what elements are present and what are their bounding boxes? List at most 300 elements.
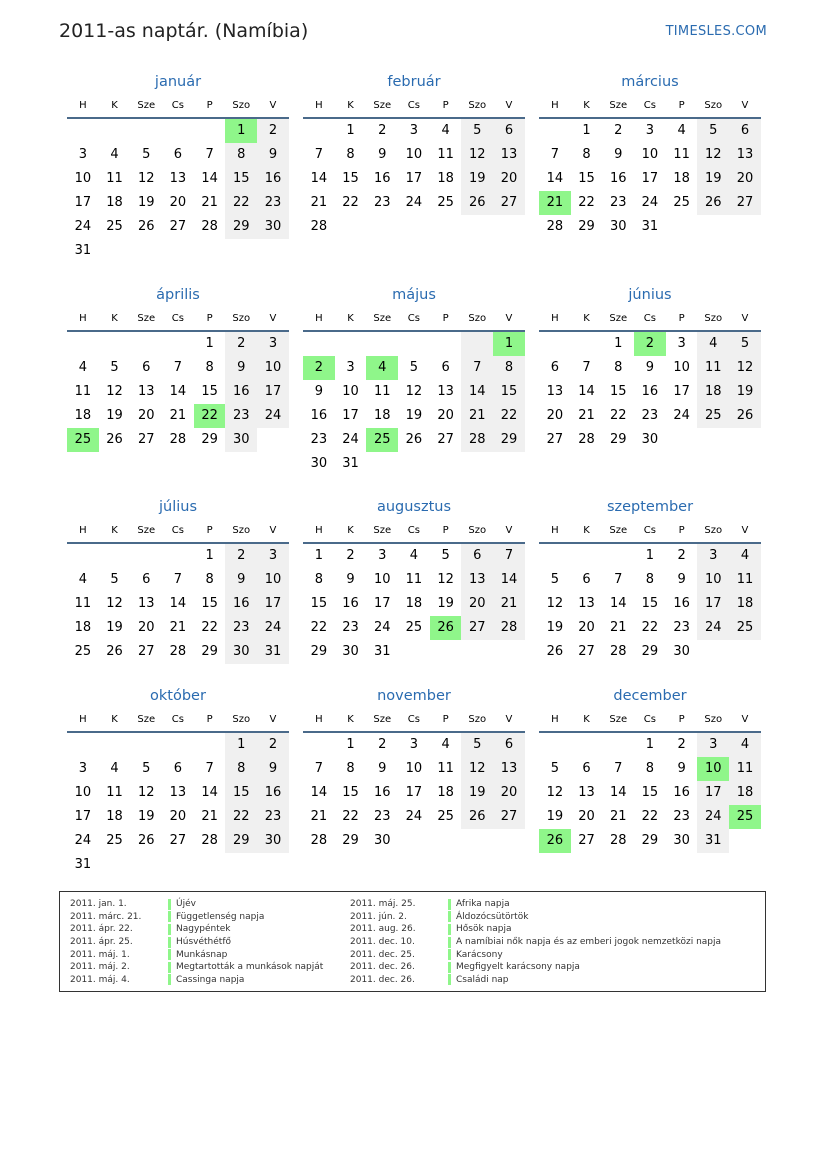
day-cell: 8: [614, 360, 623, 375]
day-cell: 25: [673, 195, 690, 210]
day-cell: 20: [137, 408, 155, 423]
day-cell: 4: [697, 332, 729, 356]
day-cell: 20: [169, 195, 187, 210]
day-cell: 4: [409, 548, 419, 563]
day-cell: 14: [310, 785, 328, 800]
day-grid: [539, 544, 761, 664]
legend-holiday-name: Húsvéthétfő: [176, 937, 231, 948]
day-cell: 11: [74, 596, 92, 611]
day-cell: 16: [225, 592, 257, 616]
empty-cell: [130, 733, 162, 757]
day-cell: 6: [493, 733, 525, 757]
day-cell: 12: [106, 596, 123, 611]
day-cell: 23: [310, 432, 328, 447]
empty-cell: [602, 733, 634, 757]
weekday-label: Szo: [468, 99, 487, 111]
day-cell: 29: [310, 644, 328, 659]
legend-date: 2011. jún. 2.: [350, 911, 407, 922]
day-cell: 9: [225, 568, 257, 592]
day-cell: 25: [106, 219, 123, 234]
day-cell: 26: [137, 833, 155, 848]
empty-cell: [303, 733, 335, 757]
day-cell: 25: [74, 644, 92, 659]
day-cell: 24: [74, 219, 92, 234]
day-cell: 16: [342, 596, 359, 611]
weekday-label: H: [79, 312, 87, 324]
day-cell: 28: [201, 833, 218, 848]
day-cell: 1: [205, 336, 214, 351]
weekday-label: Cs: [171, 99, 184, 111]
empty-cell: [398, 332, 430, 356]
day-cell: 21: [578, 408, 595, 423]
weekday-label: Sze: [373, 99, 392, 111]
day-cell: 15: [641, 596, 659, 611]
day-cell: 2: [614, 123, 623, 138]
weekday-label: V: [505, 312, 513, 324]
empty-cell: [162, 733, 194, 757]
day-cell: 27: [729, 191, 761, 215]
day-cell: 25: [106, 833, 123, 848]
weekday-label: Szo: [468, 524, 487, 536]
day-cell: 4: [110, 761, 119, 776]
day-cell: 10: [74, 785, 92, 800]
empty-cell: [571, 544, 603, 568]
day-cell: 16: [257, 167, 289, 191]
day-cell: 9: [257, 143, 289, 167]
day-cell: 13: [493, 143, 525, 167]
empty-cell: [539, 332, 571, 356]
day-cell: 17: [673, 384, 690, 399]
day-cell: 2: [257, 119, 289, 143]
day-cell: 3: [257, 332, 289, 356]
weekday-label: Szo: [704, 524, 723, 536]
legend-date: 2011. jan. 1.: [70, 899, 127, 910]
day-cell: 10: [257, 568, 289, 592]
day-cell: 6: [441, 360, 450, 375]
day-cell: 12: [729, 356, 761, 380]
day-cell: 29: [225, 215, 257, 239]
day-cell: 31: [74, 857, 92, 872]
day-grid: [539, 332, 761, 452]
day-cell: 24: [257, 616, 289, 640]
day-cell: 8: [582, 147, 591, 162]
weekday-label: Cs: [407, 524, 420, 536]
weekday-label: V: [741, 524, 749, 536]
day-cell: 17: [342, 408, 359, 423]
day-cell: 22: [641, 809, 659, 824]
weekday-label: Sze: [609, 713, 628, 725]
day-cell: 10: [697, 568, 729, 592]
day-cell: 26: [405, 432, 423, 447]
weekday-header: [539, 93, 761, 119]
empty-cell: [461, 332, 493, 356]
weekday-header: [539, 518, 761, 544]
legend-row: [350, 898, 721, 911]
legend-row: [350, 936, 721, 949]
holiday-marker: [168, 949, 171, 960]
weekday-label: Cs: [643, 713, 656, 725]
day-cell: 2: [225, 544, 257, 568]
day-cell: 7: [173, 572, 183, 587]
day-cell: 21: [310, 195, 328, 210]
day-cell: 3: [378, 548, 387, 563]
day-cell: 30: [373, 833, 391, 848]
day-cell: 25: [697, 404, 729, 428]
holiday-marker: [168, 924, 171, 935]
empty-cell: [162, 119, 194, 143]
day-cell: 7: [582, 360, 591, 375]
day-cell: 29: [225, 829, 257, 853]
weekday-label: Cs: [171, 312, 184, 324]
day-cell: 2: [677, 548, 686, 563]
day-cell: 12: [137, 171, 155, 186]
month-6: [67, 496, 289, 664]
day-cell: 3: [78, 147, 87, 162]
day-cell: 30: [673, 644, 690, 659]
weekday-label: Sze: [609, 524, 628, 536]
weekday-label: H: [315, 713, 323, 725]
empty-cell: [303, 119, 335, 143]
month-title: szeptember: [606, 499, 694, 515]
day-cell: 11: [74, 384, 92, 399]
legend-date: 2011. dec. 26.: [350, 974, 415, 985]
day-cell: 7: [205, 761, 214, 776]
day-cell: 19: [546, 620, 564, 635]
legend-date: 2011. dec. 25.: [350, 949, 415, 960]
day-cell: 9: [378, 147, 387, 162]
day-cell: 13: [461, 568, 493, 592]
legend-date: 2011. máj. 25.: [350, 899, 416, 910]
weekday-label: P: [206, 312, 213, 324]
day-cell: 21: [539, 191, 571, 215]
weekday-label: P: [678, 713, 685, 725]
day-cell: 15: [578, 171, 595, 186]
day-cell: 26: [461, 805, 493, 829]
day-cell: 1: [346, 123, 355, 138]
day-grid: [303, 119, 525, 239]
weekday-label: V: [741, 713, 749, 725]
day-cell: 18: [373, 408, 391, 423]
day-cell: 20: [578, 809, 595, 824]
day-cell: 23: [225, 404, 257, 428]
legend-holiday-name: Függetlenség napja: [176, 911, 265, 922]
weekday-label: Sze: [373, 524, 392, 536]
day-cell: 24: [641, 195, 659, 210]
day-cell: 3: [409, 737, 419, 752]
day-cell: 24: [697, 616, 729, 640]
month-0: [67, 71, 289, 263]
day-cell: 17: [74, 195, 92, 210]
weekday-label: H: [551, 312, 559, 324]
day-cell: 20: [729, 167, 761, 191]
day-cell: 5: [110, 360, 119, 375]
month-1: [303, 71, 525, 239]
month-8: [539, 496, 761, 664]
weekday-label: H: [79, 99, 87, 111]
day-cell: 28: [609, 644, 627, 659]
day-cell: 16: [225, 380, 257, 404]
day-grid: [303, 544, 525, 664]
month-title: augusztus: [376, 499, 452, 515]
legend-holiday-name: Cassinga napja: [176, 974, 245, 985]
day-cell: 23: [641, 408, 659, 423]
day-cell: 1: [582, 123, 591, 138]
day-cell: 14: [169, 596, 187, 611]
empty-cell: [99, 332, 131, 356]
day-cell: 29: [609, 432, 627, 447]
day-cell: 17: [641, 171, 659, 186]
day-cell: 7: [205, 147, 214, 162]
legend-holiday-name: Munkásnap: [176, 949, 228, 960]
day-cell: 30: [257, 829, 289, 853]
weekday-label: K: [583, 524, 590, 536]
day-cell: 8: [645, 761, 655, 776]
day-cell: 2: [346, 548, 355, 563]
legend-holiday-name: Újév: [176, 899, 196, 910]
day-cell: 1: [614, 336, 623, 351]
day-cell: 4: [441, 123, 450, 138]
day-cell: 22: [641, 620, 659, 635]
day-cell: 15: [342, 785, 359, 800]
weekday-label: P: [678, 312, 685, 324]
day-cell: 27: [137, 644, 155, 659]
month-title: február: [387, 74, 441, 90]
day-cell: 25: [67, 428, 99, 452]
day-cell: 28: [546, 219, 564, 234]
day-cell: 25: [729, 805, 761, 829]
legend-row: [70, 923, 323, 936]
day-cell: 29: [342, 833, 359, 848]
day-cell: 3: [257, 544, 289, 568]
day-cell: 9: [314, 384, 323, 399]
day-cell: 3: [697, 733, 729, 757]
day-cell: 6: [550, 360, 559, 375]
day-cell: 24: [673, 408, 690, 423]
day-cell: 28: [169, 644, 187, 659]
weekday-label: H: [315, 312, 323, 324]
day-cell: 23: [373, 195, 391, 210]
day-cell: 24: [257, 404, 289, 428]
day-cell: 1: [225, 733, 257, 757]
day-cell: 3: [645, 123, 655, 138]
day-cell: 1: [493, 332, 525, 356]
day-cell: 26: [729, 404, 761, 428]
legend-date: 2011. dec. 26.: [350, 962, 415, 973]
holiday-marker: [448, 899, 451, 910]
month-5: [539, 284, 761, 452]
day-cell: 7: [461, 356, 493, 380]
day-grid: [303, 332, 525, 476]
empty-cell: [99, 119, 131, 143]
day-cell: 18: [74, 620, 92, 635]
day-cell: 26: [461, 191, 493, 215]
day-cell: 24: [405, 809, 423, 824]
day-cell: 15: [342, 171, 359, 186]
day-cell: 5: [729, 332, 761, 356]
day-cell: 26: [106, 432, 123, 447]
weekday-label: H: [551, 713, 559, 725]
day-cell: 10: [74, 171, 92, 186]
legend-date: 2011. dec. 10.: [350, 937, 415, 948]
day-cell: 8: [205, 360, 214, 375]
month-title: július: [158, 499, 198, 515]
day-cell: 8: [225, 143, 257, 167]
day-cell: 9: [645, 360, 655, 375]
weekday-label: Szo: [704, 312, 723, 324]
month-9: [67, 685, 289, 877]
weekday-header: [303, 306, 525, 332]
day-cell: 2: [225, 332, 257, 356]
day-cell: 27: [461, 616, 493, 640]
day-grid: [303, 733, 525, 853]
day-grid: [539, 119, 761, 239]
weekday-label: Sze: [609, 312, 628, 324]
day-cell: 4: [78, 360, 87, 375]
day-cell: 25: [729, 616, 761, 640]
empty-cell: [162, 544, 194, 568]
day-cell: 11: [729, 568, 761, 592]
day-cell: 22: [310, 620, 328, 635]
weekday-header: [303, 93, 525, 119]
day-cell: 10: [673, 360, 690, 375]
empty-cell: [162, 332, 194, 356]
day-cell: 27: [493, 191, 525, 215]
day-cell: 1: [645, 737, 655, 752]
weekday-header: [303, 518, 525, 544]
legend-row: [70, 974, 323, 987]
day-cell: 20: [461, 592, 493, 616]
weekday-label: Szo: [468, 312, 487, 324]
day-cell: 17: [697, 781, 729, 805]
weekday-label: Szo: [232, 312, 251, 324]
legend-column-left: [70, 898, 323, 986]
weekday-label: P: [442, 524, 449, 536]
day-cell: 16: [641, 384, 659, 399]
month-2: [539, 71, 761, 239]
weekday-label: H: [551, 99, 559, 111]
holiday-marker: [168, 937, 171, 948]
day-cell: 28: [578, 432, 595, 447]
day-cell: 25: [437, 809, 454, 824]
month-title: június: [628, 287, 672, 303]
day-cell: 14: [493, 568, 525, 592]
weekday-header: [539, 707, 761, 733]
day-cell: 5: [409, 360, 419, 375]
day-cell: 18: [437, 785, 454, 800]
day-cell: 15: [310, 596, 328, 611]
day-cell: 20: [546, 408, 564, 423]
day-cell: 8: [346, 147, 355, 162]
day-cell: 26: [546, 644, 564, 659]
month-title: március: [621, 74, 679, 90]
weekday-label: K: [111, 312, 118, 324]
legend-holiday-name: Karácsony: [456, 949, 503, 960]
day-cell: 15: [201, 596, 218, 611]
empty-cell: [194, 733, 226, 757]
legend-date: 2011. máj. 4.: [70, 974, 130, 985]
day-cell: 21: [609, 809, 627, 824]
day-cell: 22: [578, 195, 595, 210]
weekday-label: P: [442, 312, 449, 324]
day-cell: 12: [546, 596, 564, 611]
day-cell: 22: [194, 404, 226, 428]
day-cell: 27: [493, 805, 525, 829]
empty-cell: [602, 544, 634, 568]
day-cell: 17: [74, 809, 92, 824]
day-cell: 23: [257, 191, 289, 215]
weekday-label: P: [206, 99, 213, 111]
day-cell: 28: [310, 219, 328, 234]
day-cell: 21: [493, 592, 525, 616]
day-cell: 8: [493, 356, 525, 380]
day-cell: 24: [405, 195, 423, 210]
day-cell: 7: [614, 572, 623, 587]
day-cell: 30: [673, 833, 690, 848]
brand-link[interactable]: TIMESLES.COM: [665, 24, 767, 39]
weekday-label: P: [442, 99, 449, 111]
legend-column-right: [350, 898, 721, 986]
day-cell: 30: [310, 456, 328, 471]
day-cell: 21: [201, 809, 218, 824]
holiday-marker: [448, 924, 451, 935]
day-cell: 15: [609, 384, 627, 399]
day-grid: [67, 332, 289, 452]
day-cell: 25: [366, 428, 398, 452]
day-cell: 11: [437, 761, 454, 776]
weekday-label: Cs: [407, 312, 420, 324]
weekday-label: Sze: [609, 99, 628, 111]
page-title: 2011-as naptár. (Namíbia): [59, 20, 309, 42]
weekday-header: [67, 306, 289, 332]
day-cell: 17: [373, 596, 391, 611]
weekday-label: K: [111, 99, 118, 111]
day-cell: 19: [137, 195, 155, 210]
legend-date: 2011. máj. 1.: [70, 949, 130, 960]
day-cell: 22: [609, 408, 627, 423]
empty-cell: [194, 119, 226, 143]
day-cell: 11: [437, 147, 454, 162]
day-cell: 11: [405, 572, 423, 587]
day-cell: 8: [314, 572, 323, 587]
weekday-label: K: [583, 99, 590, 111]
day-cell: 18: [437, 171, 454, 186]
day-cell: 18: [729, 592, 761, 616]
day-cell: 17: [405, 785, 423, 800]
weekday-header: [67, 93, 289, 119]
day-cell: 5: [550, 761, 559, 776]
weekday-label: V: [269, 713, 277, 725]
holiday-marker: [168, 962, 171, 973]
day-cell: 1: [225, 119, 257, 143]
day-cell: 14: [578, 384, 595, 399]
weekday-header: [67, 707, 289, 733]
empty-cell: [67, 733, 99, 757]
day-cell: 10: [405, 761, 423, 776]
empty-cell: [571, 733, 603, 757]
holiday-marker: [448, 974, 451, 985]
weekday-label: Cs: [171, 524, 184, 536]
day-cell: 14: [169, 384, 187, 399]
day-cell: 29: [578, 219, 595, 234]
day-cell: 16: [673, 596, 690, 611]
month-7: [303, 496, 525, 664]
day-cell: 10: [641, 147, 659, 162]
day-cell: 24: [697, 805, 729, 829]
day-cell: 29: [201, 432, 218, 447]
weekday-label: Cs: [643, 312, 656, 324]
holiday-legend: [59, 891, 766, 992]
legend-row: [350, 961, 721, 974]
